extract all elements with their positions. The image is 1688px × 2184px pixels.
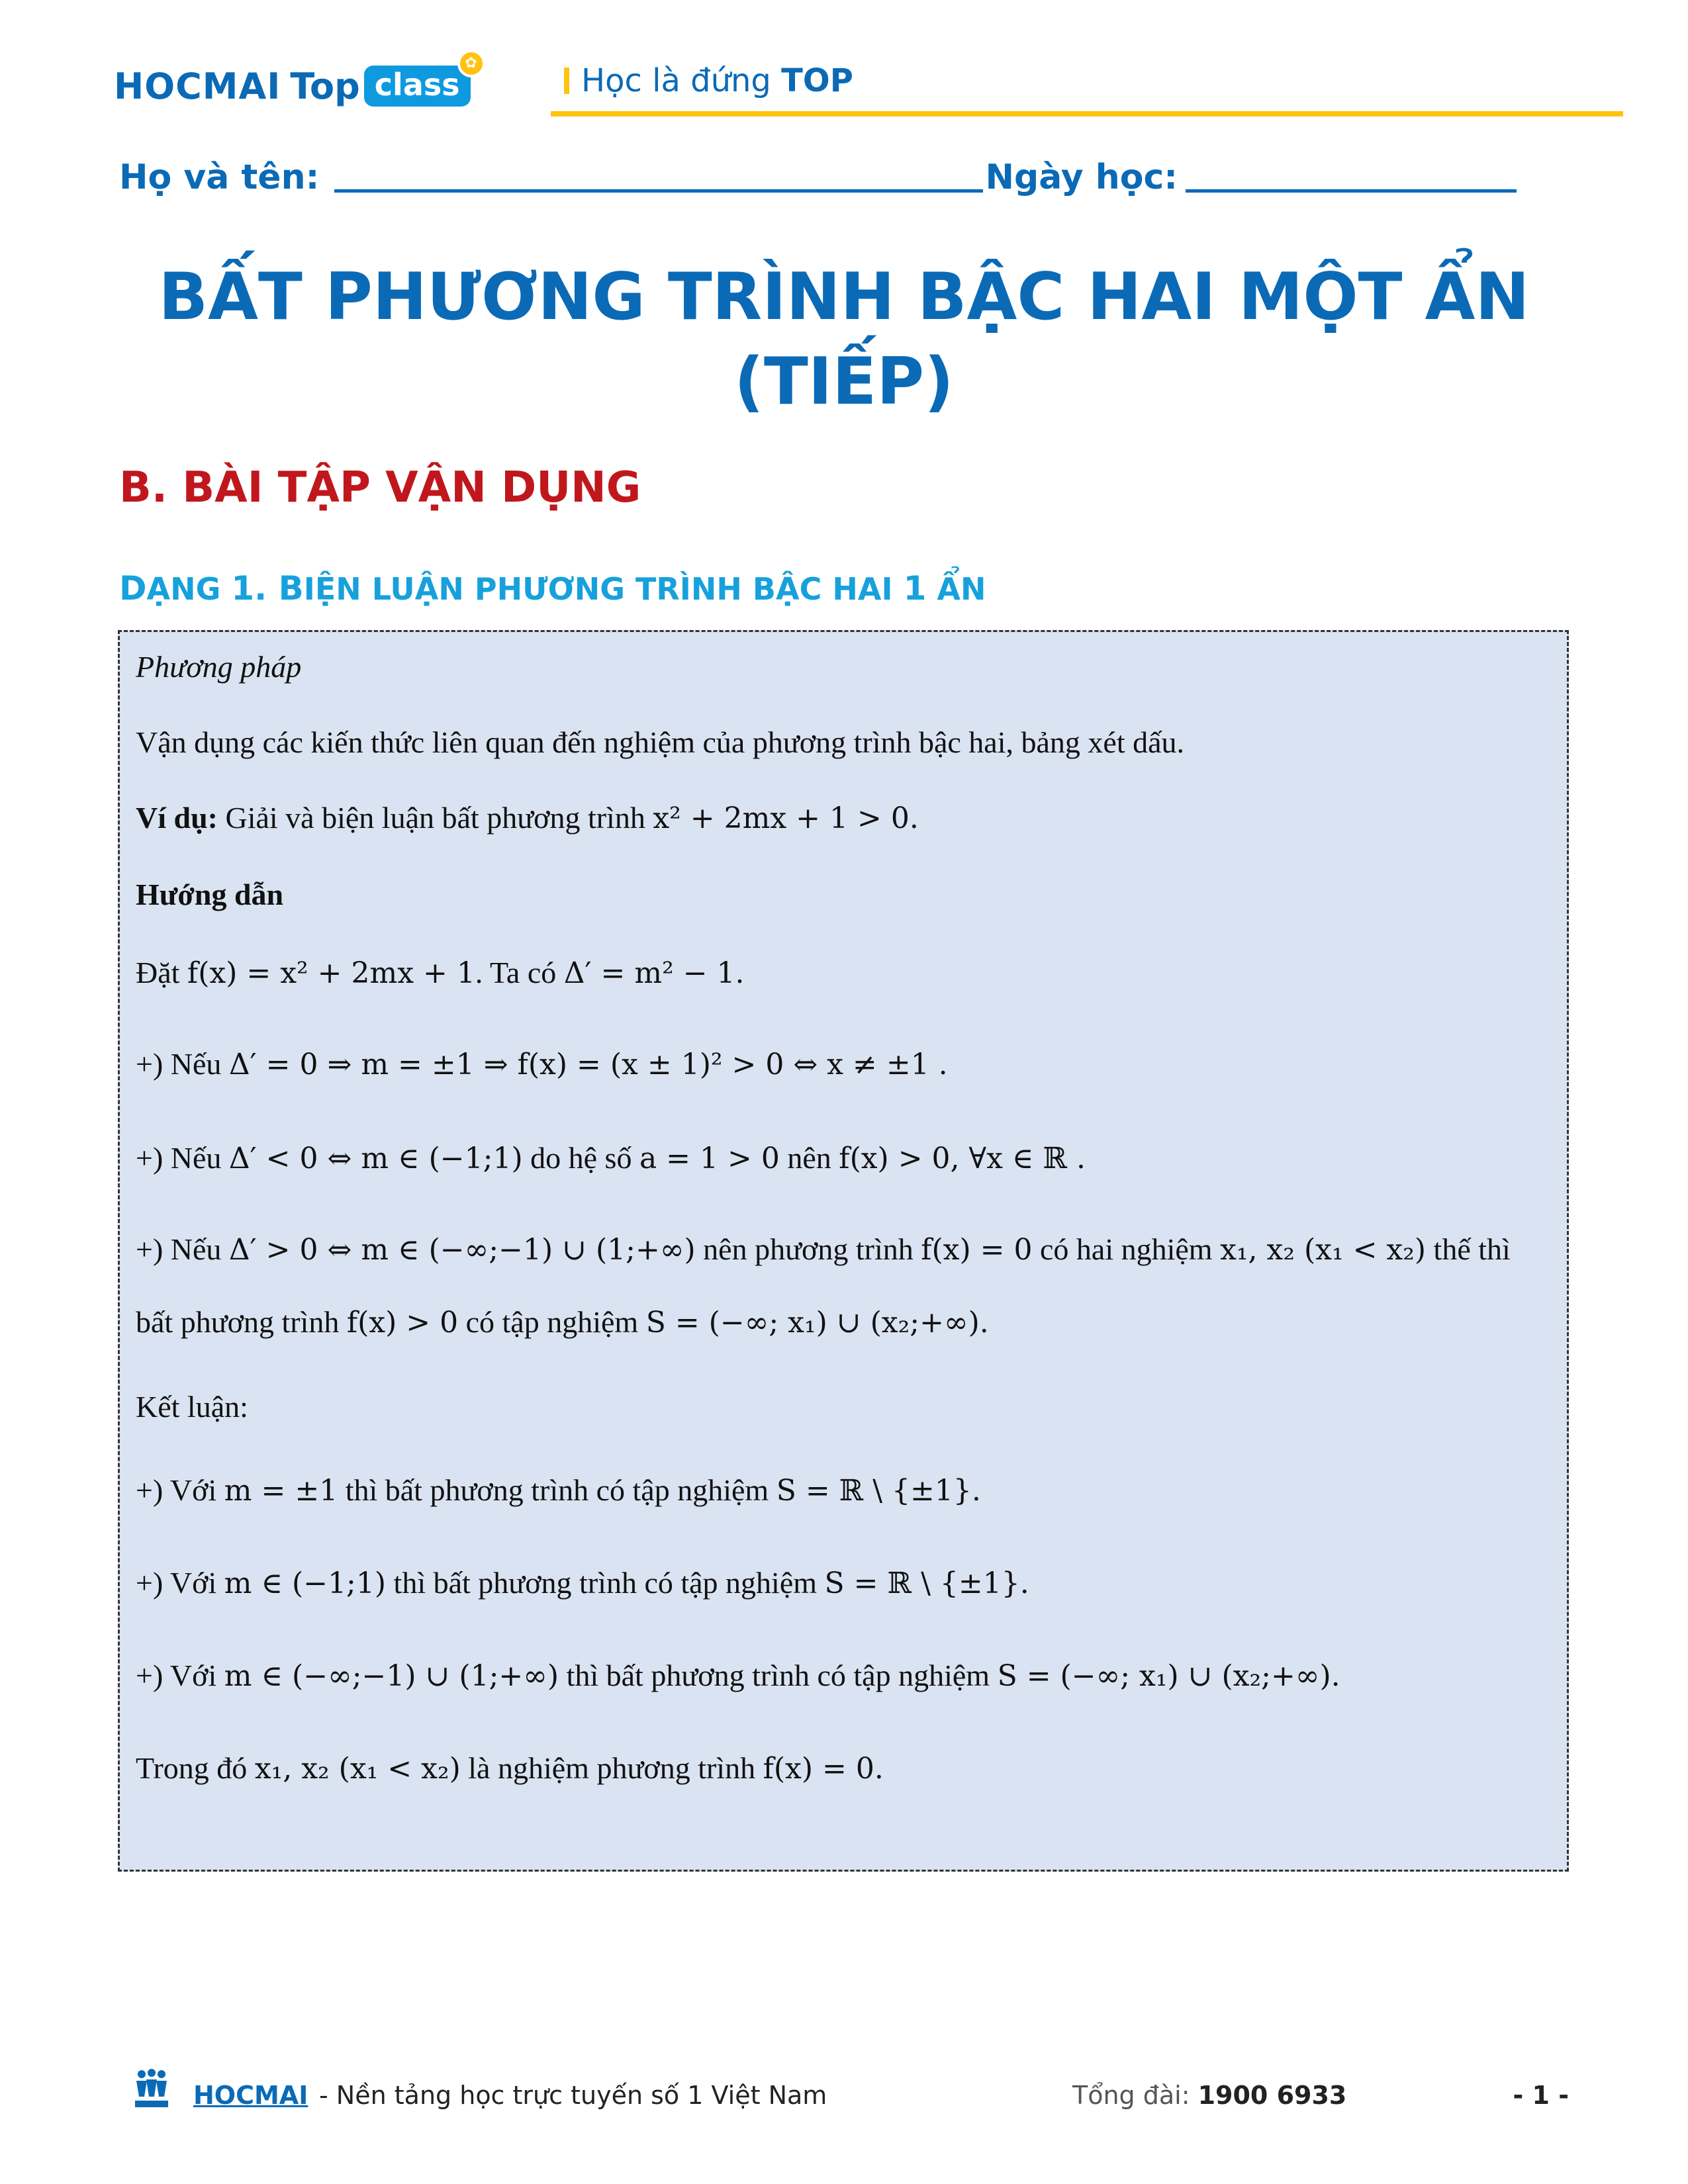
l1-text-b: . Ta có bbox=[475, 956, 557, 989]
dang-part-6: ẨN bbox=[926, 571, 986, 607]
l1-text-a: Đặt bbox=[136, 956, 180, 989]
dang-part-2: ẠNG bbox=[146, 571, 232, 607]
example-label: Ví dụ: bbox=[136, 801, 218, 835]
l5-text-b: có tập nghiệm bbox=[465, 1305, 639, 1339]
hotline-label: Tổng đài: bbox=[1072, 2081, 1190, 2110]
slogan-divider bbox=[564, 68, 569, 94]
name-label: Họ và tên: bbox=[119, 158, 320, 197]
hocmai-topclass-logo bbox=[114, 55, 477, 113]
method-text: Vận dụng các kiến thức liên quan đến nghiệm của phương trình bậc hai, bảng xét dấu. bbox=[136, 725, 1185, 759]
subsection-heading bbox=[119, 569, 986, 608]
dang-part-3: 1. B bbox=[231, 569, 304, 608]
l4-text-d: thế thì bbox=[1433, 1232, 1511, 1266]
l2-text-a: +) Nếu bbox=[136, 1047, 222, 1081]
l4-math-2: f(x) = 0 bbox=[921, 1233, 1033, 1267]
page-header bbox=[114, 46, 1504, 119]
l3-text-b: do hệ số bbox=[530, 1141, 632, 1175]
l5-math-2: S = (−∞; x₁) ∪ (x₂;+∞). bbox=[645, 1306, 989, 1340]
page-footer bbox=[132, 2070, 1569, 2116]
slogan-text bbox=[564, 62, 853, 99]
last-text-a: Trong đó bbox=[136, 1751, 248, 1785]
example-line bbox=[136, 800, 919, 835]
dang-part-1: D bbox=[119, 569, 147, 608]
last-math-2: f(x) = 0. bbox=[763, 1752, 884, 1786]
section-heading: B. BÀI TẬP VẬN DỤNG bbox=[119, 463, 641, 512]
date-label: Ngày học: bbox=[985, 158, 1178, 197]
example-text: Giải và biện luận bất phương trình bbox=[225, 801, 645, 835]
student-info-line bbox=[119, 158, 1517, 197]
conclusion-line-1 bbox=[136, 1473, 981, 1508]
l5-text-a: bất phương trình bbox=[136, 1305, 340, 1339]
last-text-b: là nghiệm phương trình bbox=[468, 1751, 756, 1785]
footer-hotline bbox=[1072, 2081, 1346, 2110]
k1-math-2: S = ℝ \ {±1}. bbox=[776, 1474, 981, 1508]
footer-brand-link[interactable]: HOCMAI bbox=[193, 2081, 308, 2110]
l4-text-b: nên phương trình bbox=[703, 1232, 914, 1266]
k1-math-1: m = ±1 bbox=[224, 1474, 338, 1508]
date-blank bbox=[1186, 183, 1517, 193]
example-math: x² + 2mx + 1 > 0. bbox=[653, 801, 919, 835]
hotline-number: 1900 6933 bbox=[1197, 2081, 1347, 2110]
conclusion-line-2 bbox=[136, 1565, 1029, 1600]
method-label: Phương pháp bbox=[136, 650, 302, 684]
l4-math-3: x₁, x₂ (x₁ < x₂) bbox=[1220, 1233, 1427, 1267]
guide-label: Hướng dẫn bbox=[136, 878, 284, 911]
k2-math-2: S = ℝ \ {±1}. bbox=[824, 1567, 1029, 1600]
k2-text-b: thì bất phương trình có tập nghiệm bbox=[393, 1566, 818, 1600]
l3-math-1: Δ′ < 0 ⇔ m ∈ (−1;1) bbox=[228, 1142, 523, 1175]
page-number: - 1 - bbox=[1513, 2081, 1569, 2110]
k3-text-a: +) Với bbox=[136, 1659, 217, 1692]
footer-description: - Nền tảng học trực tuyến số 1 Việt Nam bbox=[319, 2081, 827, 2110]
solution-line-2 bbox=[136, 1046, 948, 1081]
l4-text-a: +) Nếu bbox=[136, 1232, 222, 1266]
l3-text-a: +) Nếu bbox=[136, 1141, 222, 1175]
l1-math-1: f(x) = x² + 2mx + 1 bbox=[187, 956, 475, 990]
logo-top-text: Top bbox=[290, 65, 360, 107]
final-note-line bbox=[136, 1751, 884, 1786]
l5-math-1: f(x) > 0 bbox=[346, 1306, 459, 1340]
k3-text-b: thì bất phương trình có tập nghiệm bbox=[566, 1659, 990, 1692]
k3-math-1: m ∈ (−∞;−1) ∪ (1;+∞) bbox=[224, 1659, 559, 1693]
name-blank bbox=[334, 183, 983, 193]
slogan-top: TOP bbox=[781, 62, 853, 99]
title-line-2: (TIẾP) bbox=[734, 344, 954, 420]
k3-math-2: S = (−∞; x₁) ∪ (x₂;+∞). bbox=[997, 1659, 1340, 1693]
solution-line-1 bbox=[136, 955, 745, 990]
method-box bbox=[118, 630, 1569, 1872]
logo-hocmai-text: HOCMAI bbox=[114, 65, 281, 107]
k1-text-b: thì bất phương trình có tập nghiệm bbox=[345, 1473, 769, 1507]
star-icon: ✿ bbox=[457, 50, 485, 77]
solution-line-3 bbox=[136, 1140, 1086, 1175]
l3-math-2: a = 1 > 0 bbox=[639, 1142, 780, 1175]
solution-line-4 bbox=[136, 1232, 1511, 1267]
title-line-1: BẤT PHƯƠNG TRÌNH BẬC HAI MỘT ẨN bbox=[158, 259, 1530, 335]
solution-line-5 bbox=[136, 1304, 989, 1340]
hocmai-people-icon bbox=[132, 2068, 171, 2109]
k1-text-a: +) Với bbox=[136, 1473, 217, 1507]
l4-text-c: có hai nghiệm bbox=[1040, 1232, 1213, 1266]
l3-text-c: nên bbox=[787, 1141, 831, 1175]
l1-math-2: Δ′ = m² − 1. bbox=[563, 956, 745, 990]
dang-part-5: 1 bbox=[903, 569, 927, 608]
logo-class-badge bbox=[364, 55, 477, 107]
k2-math-1: m ∈ (−1;1) bbox=[224, 1567, 387, 1600]
l2-math: Δ′ = 0 ⇒ m = ±1 ⇒ f(x) = (x ± 1)² > 0 ⇔ x ≠ ±1 . bbox=[228, 1048, 948, 1081]
logo-class-text: class bbox=[374, 67, 460, 103]
conclusion-line-3 bbox=[136, 1658, 1340, 1693]
l3-math-3: f(x) > 0, ∀x ∈ ℝ . bbox=[839, 1142, 1086, 1175]
l4-math-1: Δ′ > 0 ⇔ m ∈ (−∞;−1) ∪ (1;+∞) bbox=[228, 1233, 696, 1267]
page-title bbox=[119, 255, 1569, 424]
conclusion-label: Kết luận: bbox=[136, 1390, 248, 1424]
k2-text-a: +) Với bbox=[136, 1566, 217, 1600]
dang-part-4: IỆN LUẬN PHƯƠNG TRÌNH BẬC HAI bbox=[303, 571, 904, 607]
slogan-banner bbox=[551, 56, 1623, 116]
slogan-prefix: Học là đứng bbox=[581, 62, 771, 99]
last-math-1: x₁, x₂ (x₁ < x₂) bbox=[254, 1752, 461, 1786]
